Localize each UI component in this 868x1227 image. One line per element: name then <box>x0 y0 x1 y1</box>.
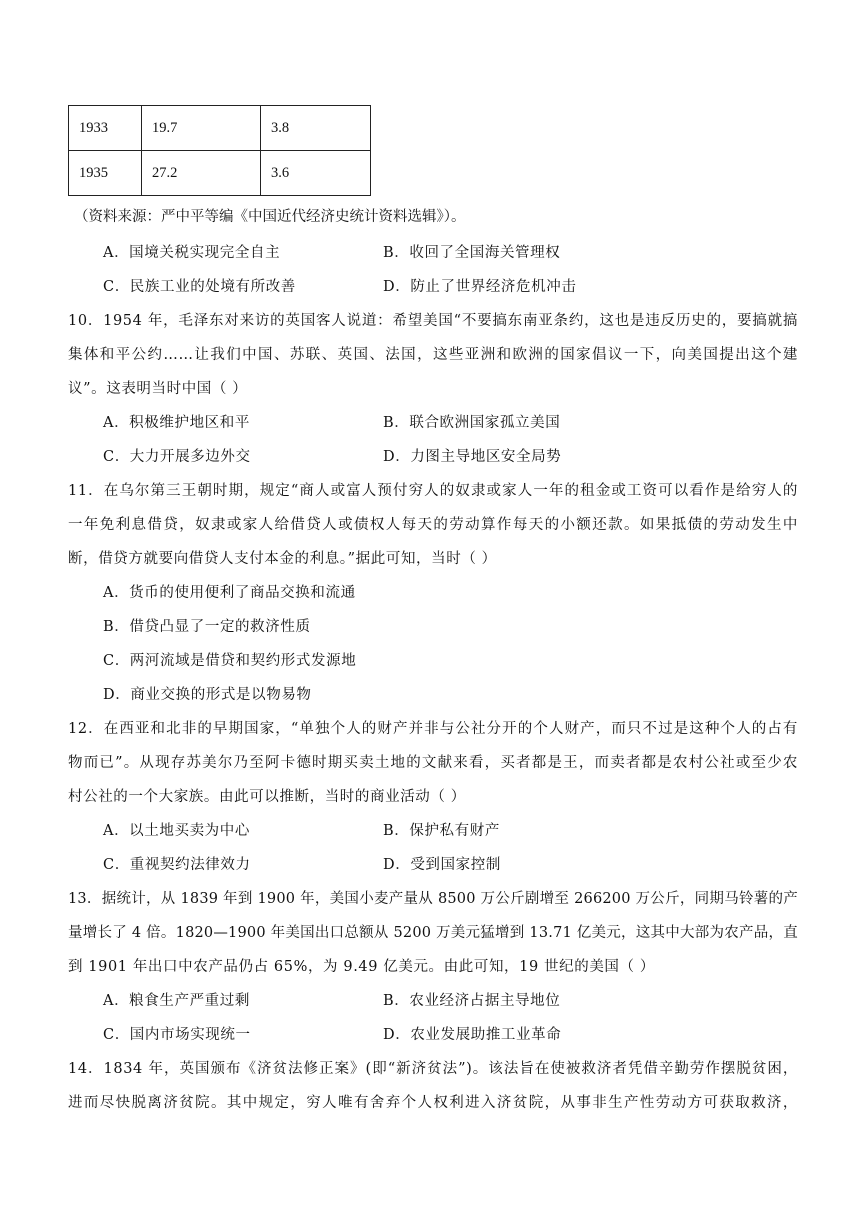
q12-option-a: A．以土地买卖为中心 <box>103 823 250 839</box>
q10-stem-line: 10．1954 年，毛泽东对来访的英国客人说道：希望美国“不要搞东南亚条约，这也是违反历史的，要搞就搞 <box>68 313 798 329</box>
table-cell: 19.7 <box>142 106 261 151</box>
table-cell: 1935 <box>69 151 142 196</box>
q13-stem-line: 量增长了 4 倍。1820—1900 年美国出口总额从 5200 万美元猛增到 13.71 亿美元，这其中大部为农产品，直 <box>68 925 798 941</box>
q10-stem-line: 集体和平公约……让我们中国、苏联、英国、法国，这些亚洲和欧洲的国家倡议一下，向美国提出这个建 <box>68 347 798 363</box>
q12-option-c: C．重视契约法律效力 <box>103 857 251 873</box>
table-cell: 3.6 <box>261 151 371 196</box>
table-cell: 27.2 <box>142 151 261 196</box>
q11-option-a: A．货币的使用便利了商品交换和流通 <box>103 585 356 601</box>
source-note: （资料来源：严中平等编《中国近代经济史统计资料选辑》）。 <box>74 209 466 225</box>
q11-option-c: C．两河流域是借贷和契约形式发源地 <box>103 653 357 669</box>
q11-stem-line: 断，借贷方就要向借贷人支付本金的利息。”据此可知，当时（ ） <box>68 551 497 567</box>
q10-option-a: A．积极维护地区和平 <box>103 415 250 431</box>
q12-stem-line: 村公社的一个大家族。由此可以推断，当时的商业活动（ ） <box>68 789 466 805</box>
q13-stem-line: 13．据统计，从 1839 年到 1900 年，美国小麦产量从 8500 万公斤剧增至 266200 万公斤，同期马铃薯的产 <box>68 891 798 907</box>
q13-stem-line: 到 1901 年出口中农产品仍占 65%，为 9.49 亿美元。由此可知，19 世纪的美国（ ） <box>68 959 655 975</box>
q13-option-a: A．粮食生产严重过剩 <box>103 993 250 1009</box>
statistics-table <box>68 105 371 196</box>
q12-stem-line: 12．在西亚和北非的早期国家，“单独个人的财产并非与公社分开的个人财产，而只不过是这种个人的占有 <box>68 721 798 737</box>
q9-option-d: D．防止了世界经济危机冲击 <box>383 279 577 295</box>
table-cell: 3.8 <box>261 106 371 151</box>
q13-option-b: B．农业经济占据主导地位 <box>383 993 561 1009</box>
q9-option-b: B．收回了全国海关管理权 <box>383 245 561 261</box>
q14-stem-line: 14．1834 年，英国颁布《济贫法修正案》(即“新济贫法”)。该法旨在使被救济者凭借辛勤劳作摆脱贫困， <box>68 1061 798 1077</box>
q10-option-d: D．力图主导地区安全局势 <box>383 449 562 465</box>
q14-stem-line: 进而尽快脱离济贫院。其中规定，穷人唯有舍弃个人权利进入济贫院，从事非生产性劳动方可获取救济， <box>68 1095 798 1111</box>
q11-stem-line: 一年免利息借贷，奴隶或家人给借贷人或债权人每天的劳动算作每天的小额还款。如果抵债的劳动发生中 <box>68 517 798 533</box>
q11-stem-line: 11．在乌尔第三王朝时期，规定“商人或富人预付穷人的奴隶或家人一年的租金或工资可以看作是给穷人的 <box>68 483 798 499</box>
table-cell: 1933 <box>69 106 142 151</box>
q10-option-c: C．大力开展多边外交 <box>103 449 251 465</box>
q9-option-c: C．民族工业的处境有所改善 <box>103 279 296 295</box>
q12-option-d: D．受到国家控制 <box>383 857 501 873</box>
q12-option-b: B．保护私有财产 <box>383 823 500 839</box>
q11-option-d: D．商业交换的形式是以物易物 <box>103 687 312 703</box>
q13-option-d: D．农业发展助推工业革命 <box>383 1027 562 1043</box>
q10-option-b: B．联合欧洲国家孤立美国 <box>383 415 561 431</box>
q12-stem-line: 物而已”。从现存苏美尔乃至阿卡德时期买卖土地的文献来看，买者都是王，而卖者都是农村公社或至少农 <box>68 755 798 771</box>
table-row <box>69 106 371 151</box>
q10-stem-line: 议”。这表明当时中国（ ） <box>68 381 248 397</box>
table-row <box>69 151 371 196</box>
q13-option-c: C．国内市场实现统一 <box>103 1027 251 1043</box>
q11-option-b: B．借贷凸显了一定的救济性质 <box>103 619 311 635</box>
q9-option-a: A．国境关税实现完全自主 <box>103 245 281 261</box>
